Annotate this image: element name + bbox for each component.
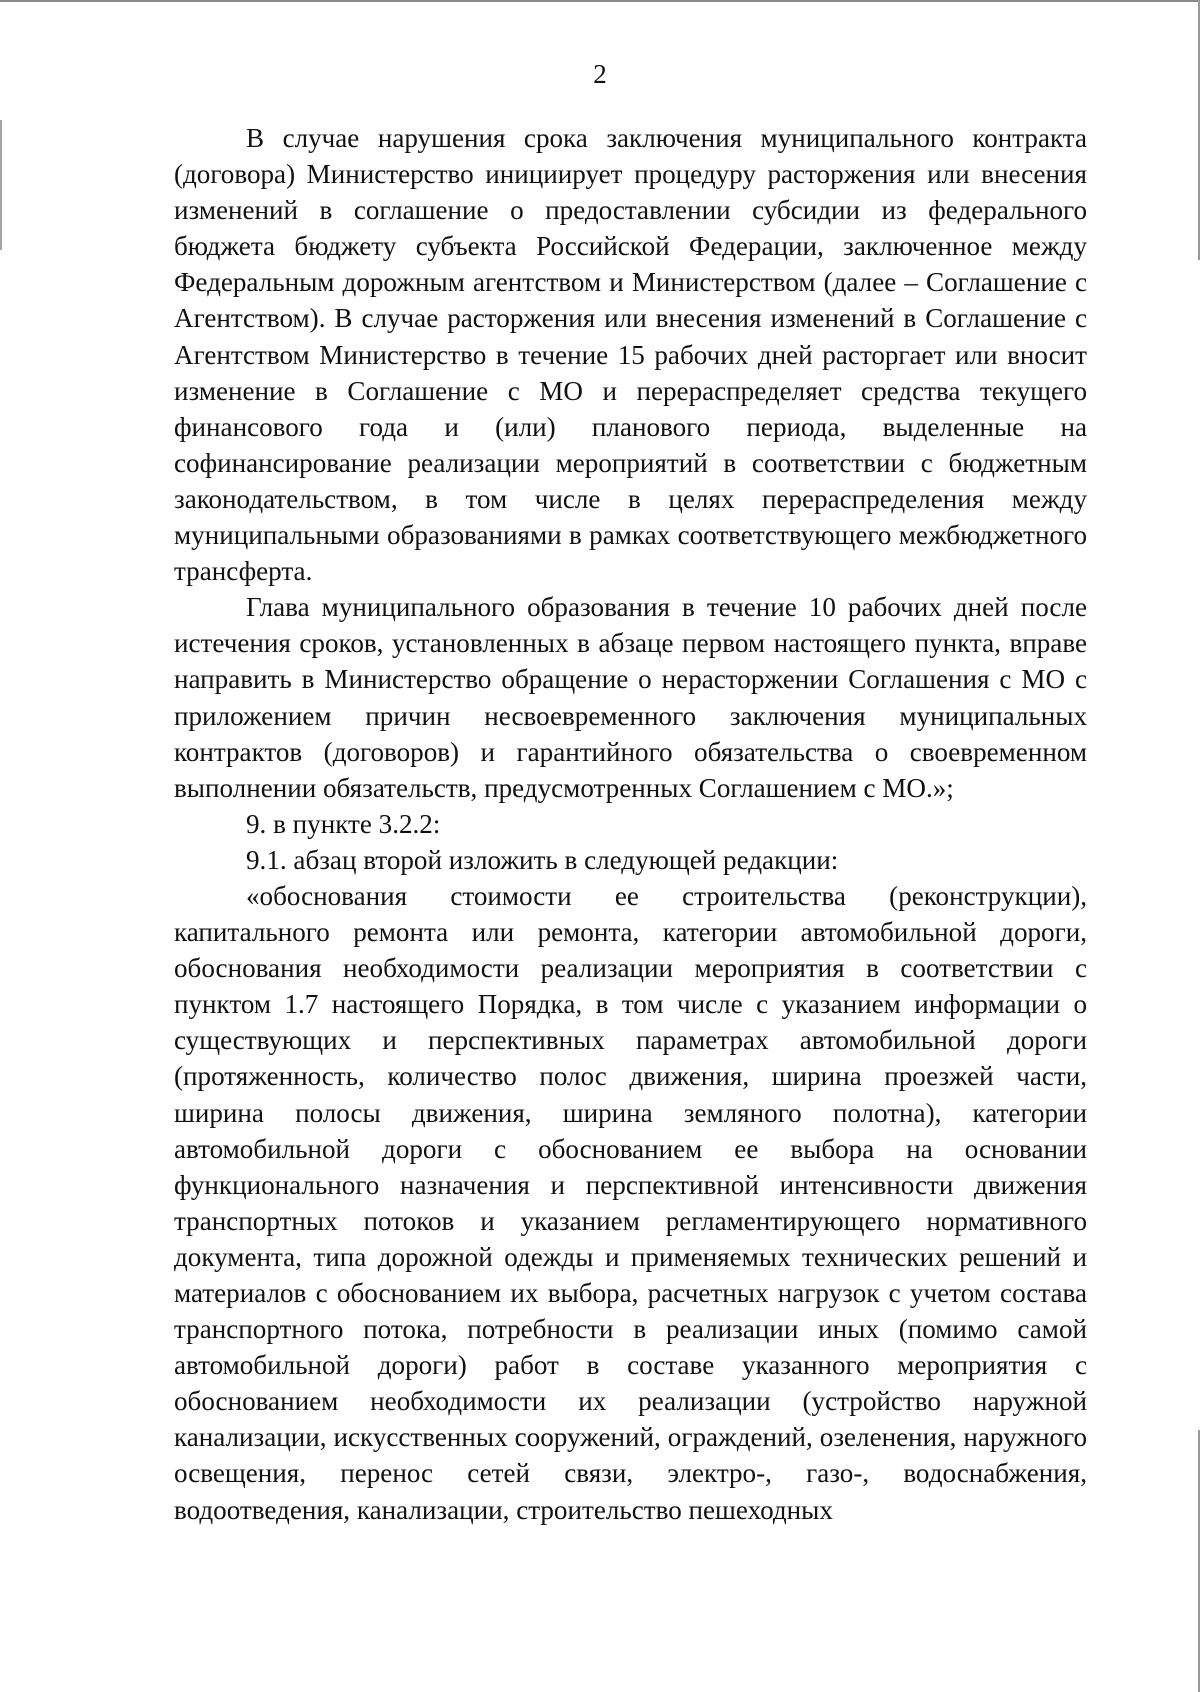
paragraph-justification-text: «обоснования стоимости ее строительства (реконструкции), капитального ремонта или ремонта, категории автомобильной дороги, обоснования необходимости реализации мероприятия в соответствии с пунктом 1.7 настоящего Порядка, в том числе с указанием информации о существующих и перспективных параметрах автомобильной дороги (протяженность, количество полос движения, ширина проезжей части, ширина полосы движения, ширина земляного полотна), категории автомобильной дороги с обоснованием ее выбора на основании функционального назначения и перспективной интенсивности движения транспортных потоков и указанием регламентирующего нормативного документа, типа дорожной одежды и применяемых технических решений и материалов с обоснованием их выбора, расчетных нагрузок с учетом состава транспортного потока, потребности в реализации иных (помимо самой автомобильной дороги) работ в составе указанного мероприятия с обоснованием необходимости их реализации (устройство наружной канализации, искусственных сооружений, ограждений, озеленения, наружного освещения, перенос сетей связи, электро-, газо-, водоснабжения, водоотведения, канализации, строительство пешеходных (174, 880, 1087, 1525)
scan-edge-left (0, 120, 2, 250)
scan-edge-top (0, 0, 1200, 2)
paragraph-item-9: 9. в пункте 3.2.2: (246, 808, 441, 839)
page-number: 2 (593, 59, 607, 89)
document-body (174, 120, 1087, 1528)
paragraph-contract-termination: В случае нарушения срока заключения муниципального контракта (договора) Министерство инициирует процедуру расторжения или внесения изменений в соглашение о предоставлении субсидии из федерального бюджета бюджету субъекта Российской Федерации, заключенное между Федеральным дорожным агентством и Министерством (далее – Соглашение с Агентством). В случае расторжения или внесения изменений в Соглашение с Агентством Министерство в течение 15 рабочих дней расторгает или вносит изменение в Соглашение с МО и перераспределяет средства текущего финансового года и (или) планового периода, выделенные на софинансирование реализации мероприятий в соответствии с бюджетным законодательством, в том числе в целях перераспределения между муниципальными образованиями в рамках соответствующего межбюджетного трансферта. (174, 123, 1087, 587)
paragraph-head-of-municipality: Глава муниципального образования в течение 10 рабочих дней после истечения сроков, установленных в абзаце первом настоящего пункта, вправе направить в Министерство обращение о нерасторжении Соглашения с МО с приложением причин несвоевременного заключения муниципальных контрактов (договоров) и гарантийного обязательства о своевременном выполнении обязательств, предусмотренных Соглашением с МО.»; (174, 592, 1087, 803)
paragraph-item-9-1: 9.1. абзац второй изложить в следующей редакции: (246, 844, 839, 875)
